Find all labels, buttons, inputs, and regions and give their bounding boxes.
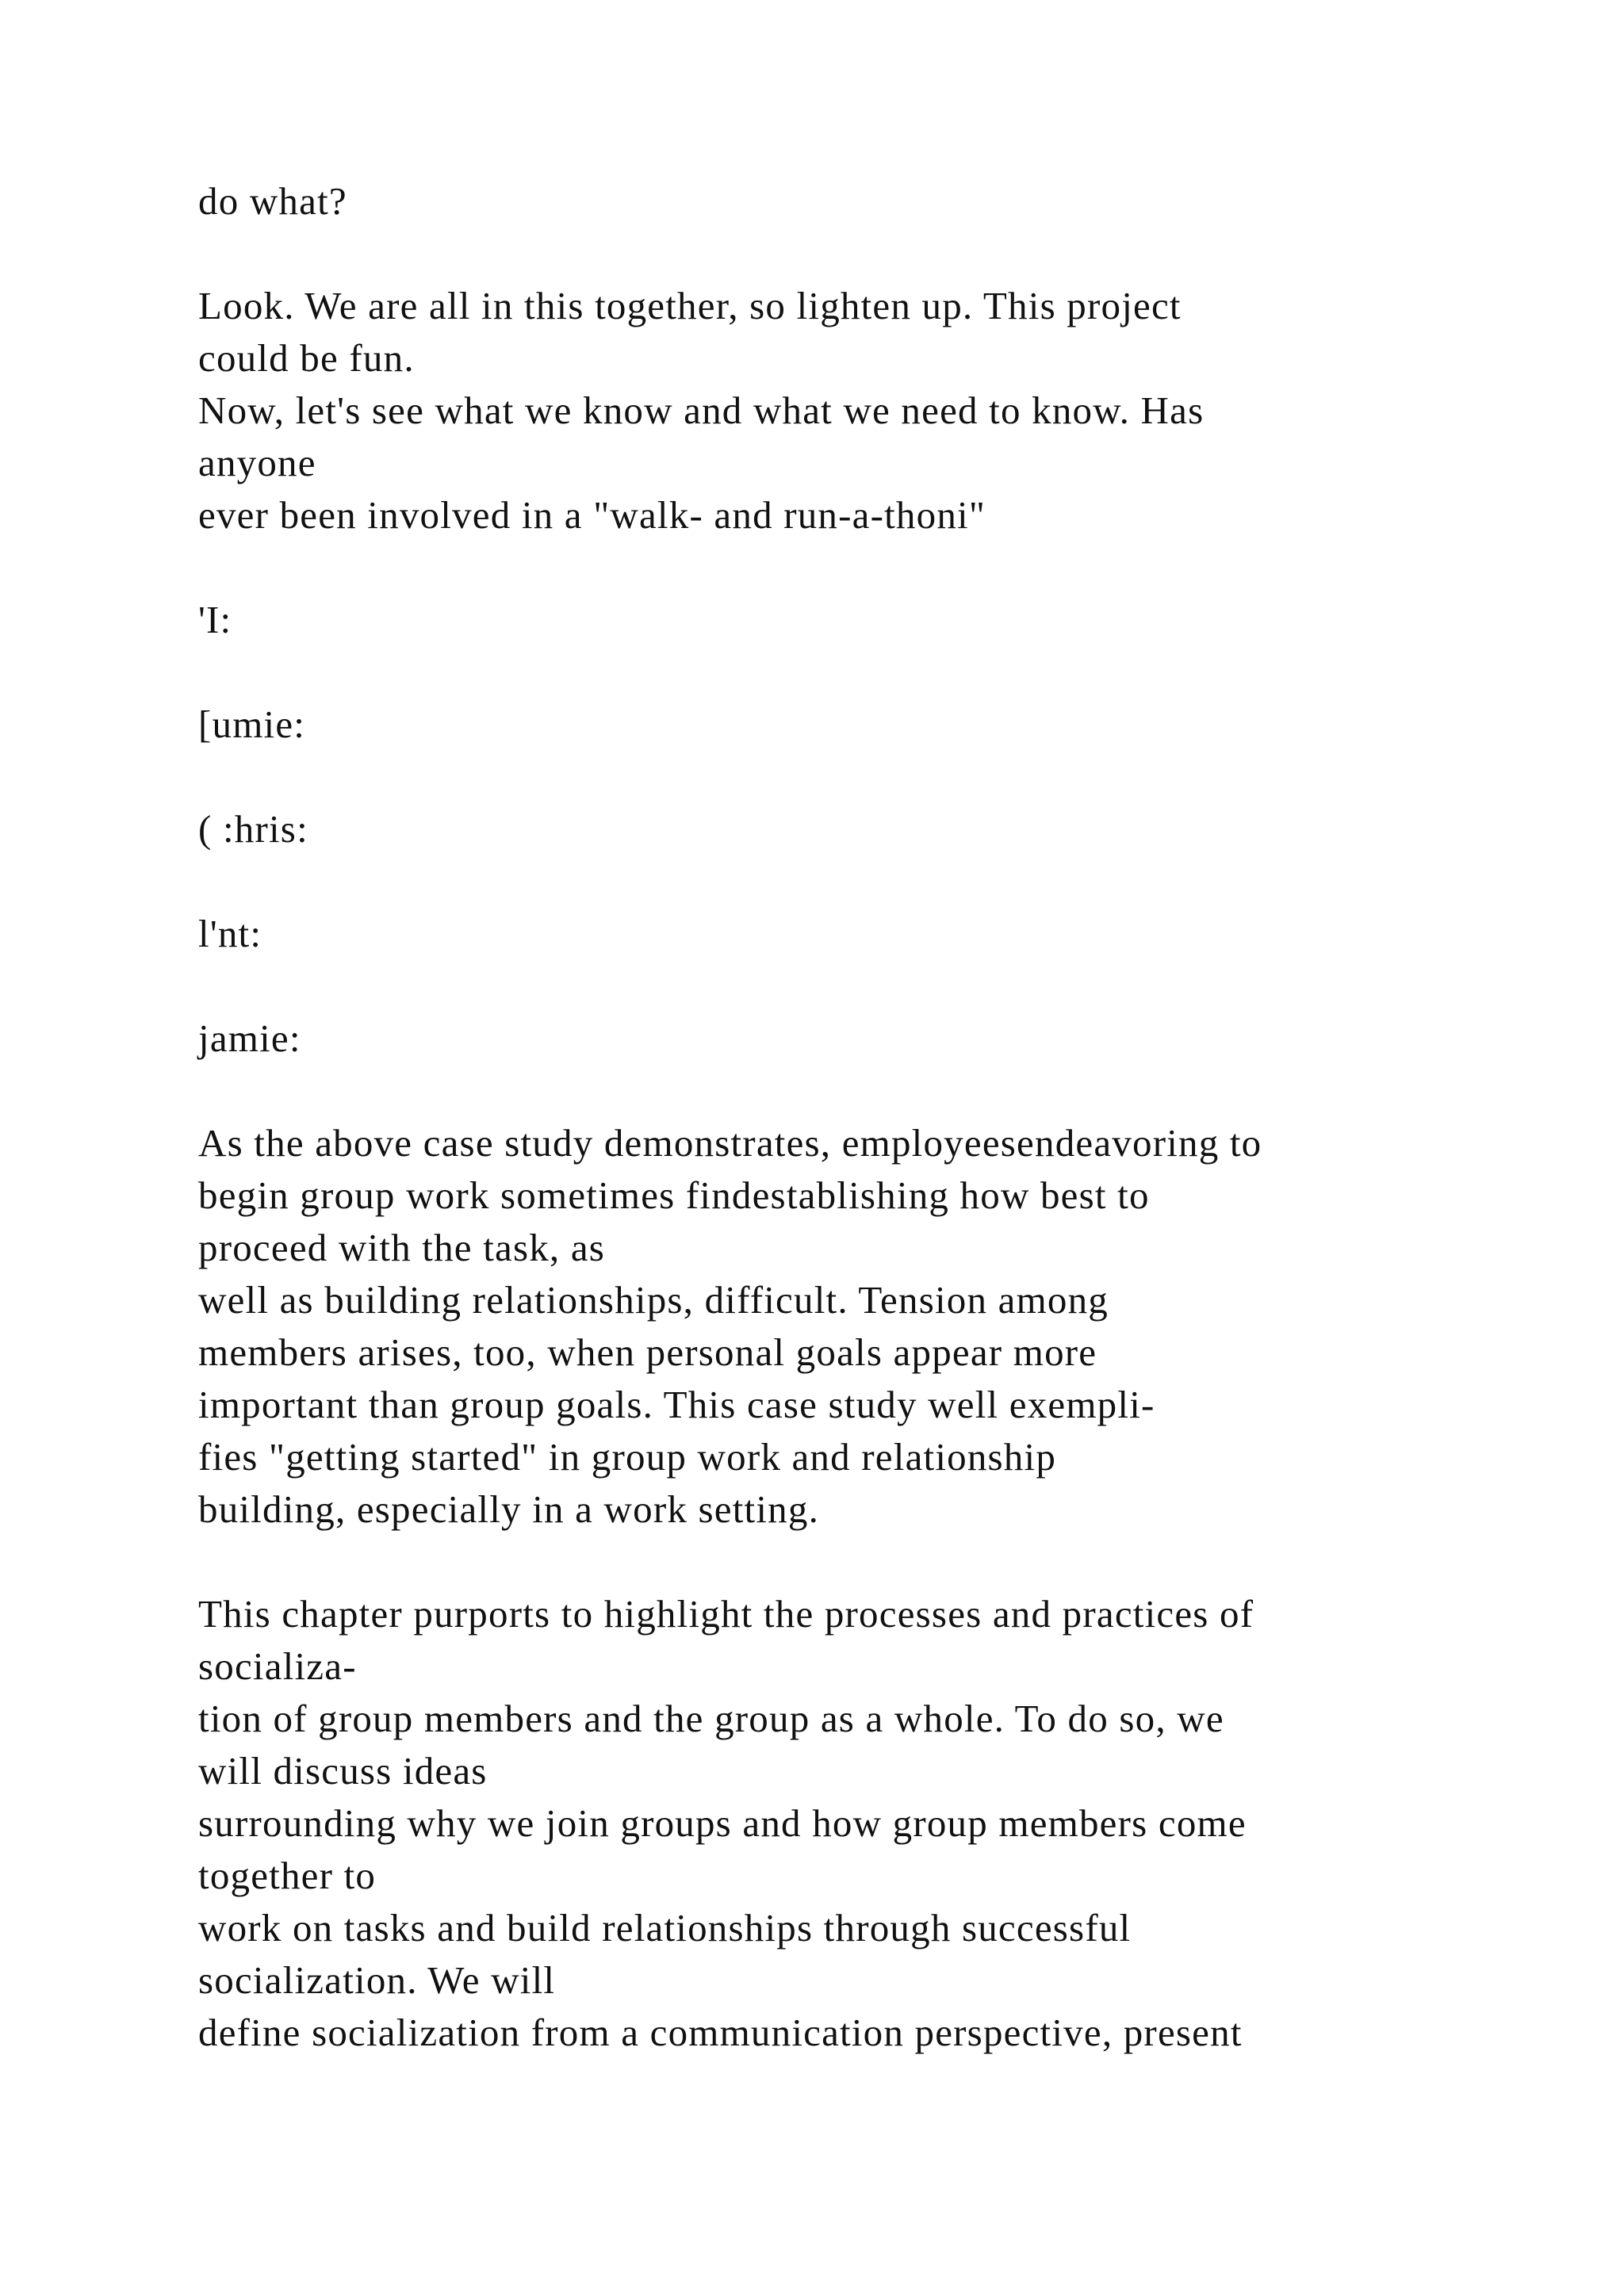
blank-line	[198, 751, 1515, 803]
text-line: socializa-	[198, 1644, 357, 1688]
text-line: work on tasks and build relationships through successful	[198, 1906, 1132, 1950]
text-line: members arises, too, when personal goals appear more	[198, 1330, 1097, 1374]
text-line: well as building relationships, difficult. Tension among	[198, 1278, 1109, 1322]
text-line: proceed with the task, as	[198, 1226, 606, 1269]
speaker-label: jamie:	[198, 1016, 301, 1060]
text-line: This chapter purports to highlight the processes and practices of	[198, 1592, 1254, 1636]
blank-line	[198, 1065, 1515, 1117]
text-line: building, especially in a work setting.	[198, 1487, 820, 1531]
text-line: begin group work sometimes findestablishing how best to	[198, 1173, 1150, 1217]
document-body	[198, 175, 1515, 2059]
text-line: important than group goals. This case study well exempli-	[198, 1383, 1155, 1426]
speaker-label: 'I:	[198, 598, 232, 641]
text-line: together to	[198, 1854, 377, 1897]
text-line: ever been involved in a "walk- and run-a-thoni"	[198, 493, 986, 537]
speaker-label: ( :hris:	[198, 807, 308, 851]
blank-line	[198, 541, 1515, 594]
text-line: As the above case study demonstrates, employeesendeavoring to	[198, 1121, 1262, 1165]
text-line: Look. We are all in this together, so lighten up. This project	[198, 284, 1182, 327]
text-line: Now, let's see what we know and what we need to know. Has	[198, 388, 1205, 432]
text-line: anyone	[198, 441, 316, 484]
text-line: define socialization from a communication perspective, present	[198, 2011, 1243, 2054]
text-line: do what?	[198, 179, 347, 223]
blank-line	[198, 855, 1515, 908]
blank-line	[198, 228, 1515, 280]
text-line: could be fun.	[198, 336, 415, 380]
text-line: tion of group members and the group as a whole. To do so, we	[198, 1697, 1224, 1740]
blank-line	[198, 960, 1515, 1012]
speaker-label: [umie:	[198, 702, 306, 746]
text-line: will discuss ideas	[198, 1749, 488, 1793]
blank-line	[198, 1536, 1515, 1588]
text-line: surrounding why we join groups and how group members come	[198, 1801, 1247, 1845]
speaker-label: l'nt:	[198, 912, 262, 955]
text-line: fies "getting started" in group work and relationship	[198, 1435, 1057, 1479]
text-line: socialization. We will	[198, 1958, 556, 2002]
blank-line	[198, 646, 1515, 698]
